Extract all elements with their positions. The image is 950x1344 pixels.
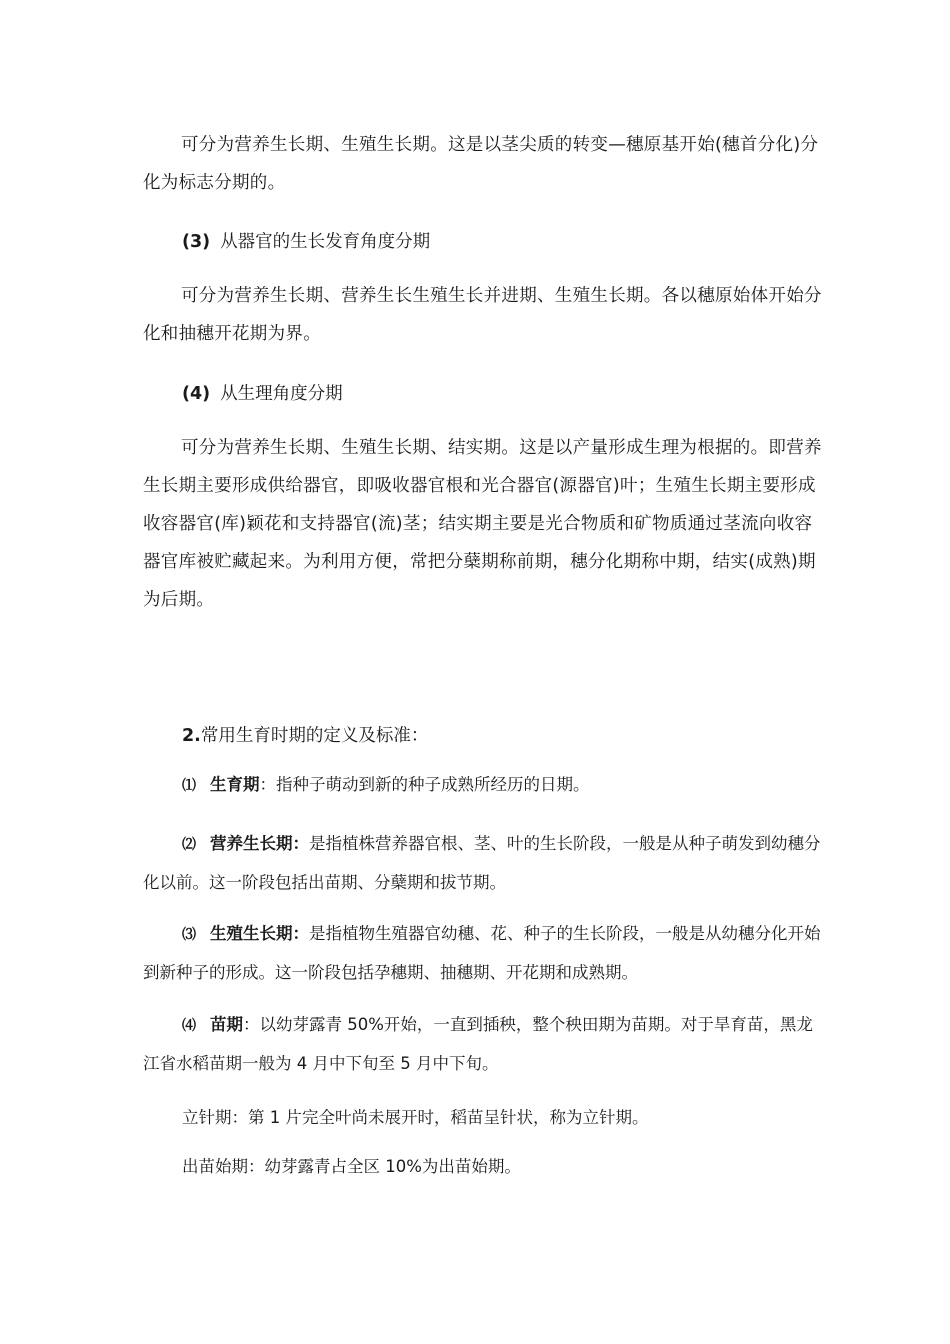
definition-vegetative (143, 825, 823, 902)
definition-text: 是指植物生殖器官幼穗、花、种子的生长阶段，一般是从幼穗分化开始到新种子的形成。这一阶段包括孕穗期、抽穗期、开花期和成熟期。 (143, 924, 821, 982)
heading-number: (4) (182, 384, 211, 404)
section-title: 常用生育时期的定义及标准： (200, 726, 429, 746)
definition-colon: ： (243, 1015, 260, 1034)
definition-term: 生育期 (210, 775, 260, 794)
paragraph-growth-stages: 可分为营养生长期、生殖生长期。这是以茎尖质的转变—穗原基开始(穗首分化)分化为标志分期的。 (143, 135, 819, 193)
heading-organ-development (182, 230, 430, 254)
heading-text: 从器官的生长发育角度分期 (220, 232, 431, 252)
heading-physiology (182, 382, 343, 406)
heading-text: 从生理角度分期 (220, 384, 343, 404)
line-emergence-start: 出苗始期：幼芽露青占全区 10%为出苗始期。 (182, 1157, 521, 1176)
line-needle-stage: 立针期：第 1 片完全叶尚未展开时，稻苗呈针状，称为立针期。 (182, 1108, 649, 1127)
definition-text: 是指植株营养器官根、茎、叶的生长阶段，一般是从种子萌发到幼穗分化以前。这一阶段包括出苗期、分蘖期和拔节期。 (143, 834, 821, 892)
definition-term: 生殖生长期： (210, 924, 309, 943)
definition-term: 营养生长期： (210, 834, 309, 853)
definition-term: 苗期 (210, 1015, 243, 1034)
definition-text: 指种子萌动到新的种子成熟所经历的日期。 (276, 775, 590, 794)
definition-growth-period (143, 766, 862, 805)
definition-colon: ： (259, 775, 276, 794)
definition-seedling (143, 1006, 823, 1083)
definition-number: ⑶ (182, 927, 196, 943)
definition-number: ⑷ (182, 1018, 196, 1034)
definition-text: 以幼芽露青 50%开始，一直到插秧，整个秧田期为苗期。对于旱育苗，黑龙江省水稻苗期一般为 4 月中下旬至 5 月中下旬。 (143, 1015, 813, 1073)
definition-number: ⑴ (182, 778, 196, 794)
section-heading-definitions (182, 724, 428, 748)
paragraph-organ-stages: 可分为营养生长期、营养生长生殖生长并进期、生殖生长期。各以穗原始体开始分化和抽穗开花期为界。 (143, 286, 822, 344)
section-number: 2. (182, 726, 201, 746)
definition-reproductive (143, 915, 823, 992)
paragraph-physiology-stages: 可分为营养生长期、生殖生长期、结实期。这是以产量形成生理为根据的。即营养生长期主要形成供给器官，即吸收器官根和光合器官(源器官)叶；生殖生长期主要形成收容器官(库)颖花和支持器官(流)茎；结实期主要是光合物质和矿物质通过茎流向收容器官库被贮藏起来。为利用方便，常把分蘖期称前期，穗分化期称中期，结实(成熟)期为后期。 (143, 438, 822, 610)
heading-number: (3) (182, 232, 211, 252)
definition-number: ⑵ (182, 837, 196, 853)
